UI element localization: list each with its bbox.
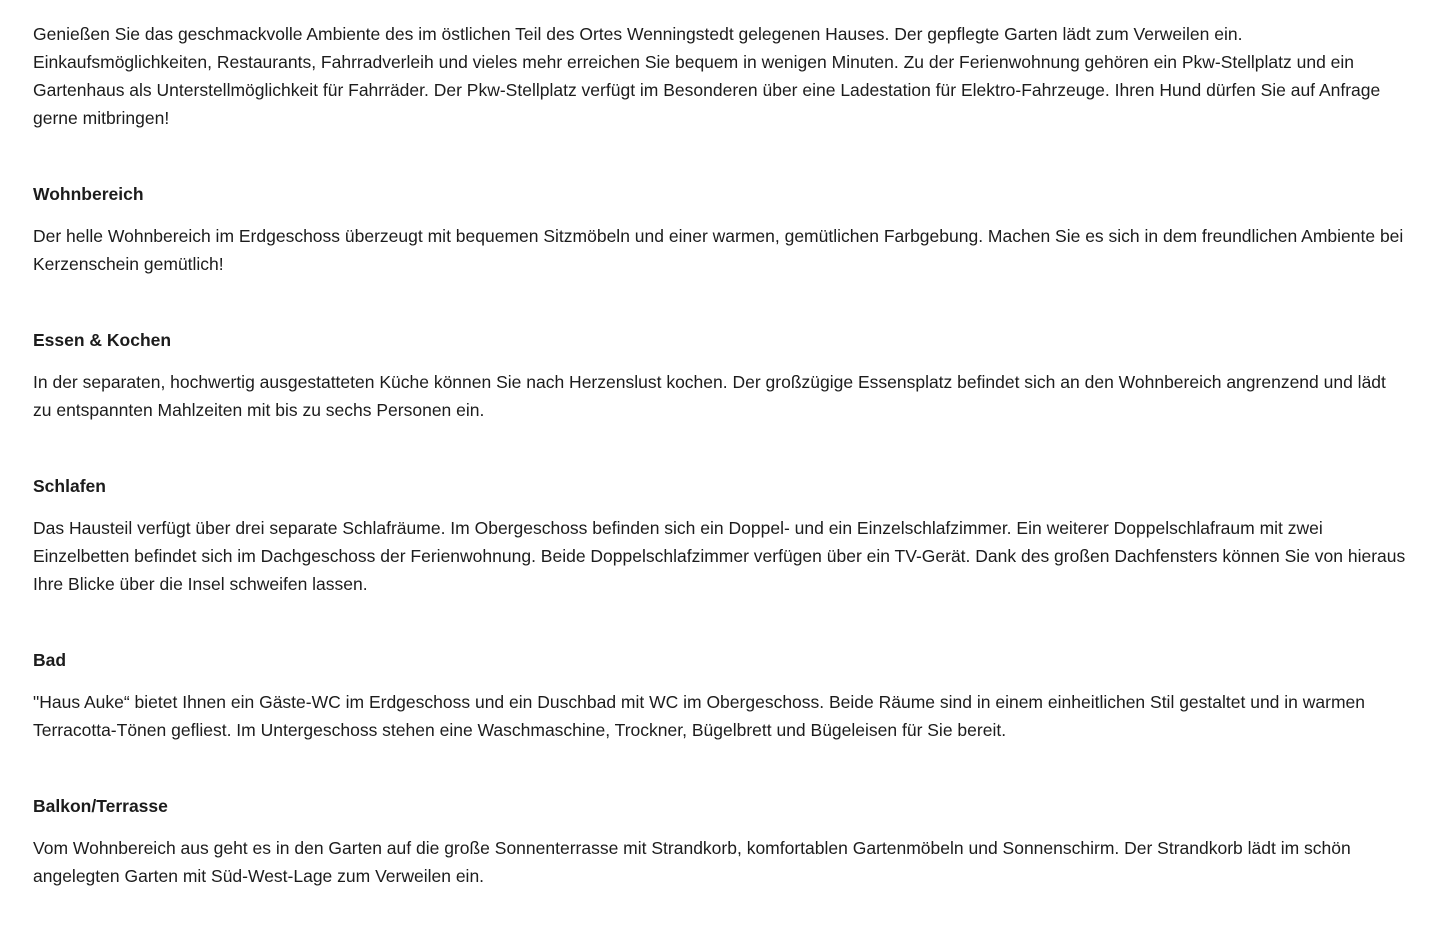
section-heading-bad: Bad xyxy=(33,650,67,670)
section-bad xyxy=(33,646,1406,744)
section-paragraph-balkon-terrasse: Vom Wohnbereich aus geht es in den Garten auf die große Sonnenterrasse mit Strandkorb, komfortablen Gartenmöbeln und Sonnenschirm. Der Strandkorb lädt im schön angelegten Garten mit Süd-West-Lage zum Verweilen ein. xyxy=(33,838,1351,886)
section-paragraph-schlafen: Das Hausteil verfügt über drei separate Schlafräume. Im Obergeschoss befinden sich ein Doppel- und ein Einzelschlafzimmer. Ein weiterer Doppelschlafraum mit zwei Einzelbetten befindet sich im Dachgeschoss der Ferienwohnung. Beide Doppelschlafzimmer verfügen über ein TV-Gerät. Dank des großen Dachfensters können Sie von hieraus Ihre Blicke über die Insel schweifen lassen. xyxy=(33,518,1406,594)
section-essen-kochen xyxy=(33,326,1406,424)
section-heading-wohnbereich: Wohnbereich xyxy=(33,184,144,204)
section-paragraph-bad: "Haus Auke“ bietet Ihnen ein Gäste-WC im Erdgeschoss und ein Duschbad mit WC im Obergeschoss. Beide Räume sind in einem einheitlichen Stil gestaltet und in warmen Terracotta-Tönen gefliest. Im Untergeschoss stehen eine Waschmaschine, Trockner, Bügelbrett und Bügeleisen für Sie bereit. xyxy=(33,692,1365,740)
section-heading-schlafen: Schlafen xyxy=(33,476,106,496)
section-paragraph-essen-kochen: In der separaten, hochwertig ausgestatteten Küche können Sie nach Herzenslust kochen. Der großzügige Essensplatz befindet sich an den Wohnbereich angrenzend und lädt zu entspannten Mahlzeiten mit bis zu sechs Personen ein. xyxy=(33,372,1386,420)
section-paragraph-wohnbereich: Der helle Wohnbereich im Erdgeschoss überzeugt mit bequemen Sitzmöbeln und einer warmen, gemütlichen Farbgebung. Machen Sie es sich in dem freundlichen Ambiente bei Kerzenschein gemütlich! xyxy=(33,226,1404,274)
intro-paragraph: Genießen Sie das geschmackvolle Ambiente des im östlichen Teil des Ortes Wenningstedt gelegenen Hauses. Der gepflegte Garten lädt zum Verweilen ein. Einkaufsmöglichkeiten, Restaurants, Fahrradverleih und vieles mehr erreichen Sie bequem in wenigen Minuten. Zu der Ferienwohnung gehören ein Pkw-Stellplatz und ein Gartenhaus als Unterstellmöglichkeit für Fahrräder. Der Pkw-Stellplatz verfügt im Besonderen über eine Ladestation für Elektro-Fahrzeuge. Ihren Hund dürfen Sie auf Anfrage gerne mitbringen! xyxy=(33,24,1381,128)
section-balkon-terrasse xyxy=(33,792,1406,890)
section-schlafen xyxy=(33,472,1406,598)
section-wohnbereich xyxy=(33,180,1406,278)
section-heading-essen-kochen: Essen & Kochen xyxy=(33,330,172,350)
section-heading-balkon-terrasse: Balkon/Terrasse xyxy=(33,796,168,816)
